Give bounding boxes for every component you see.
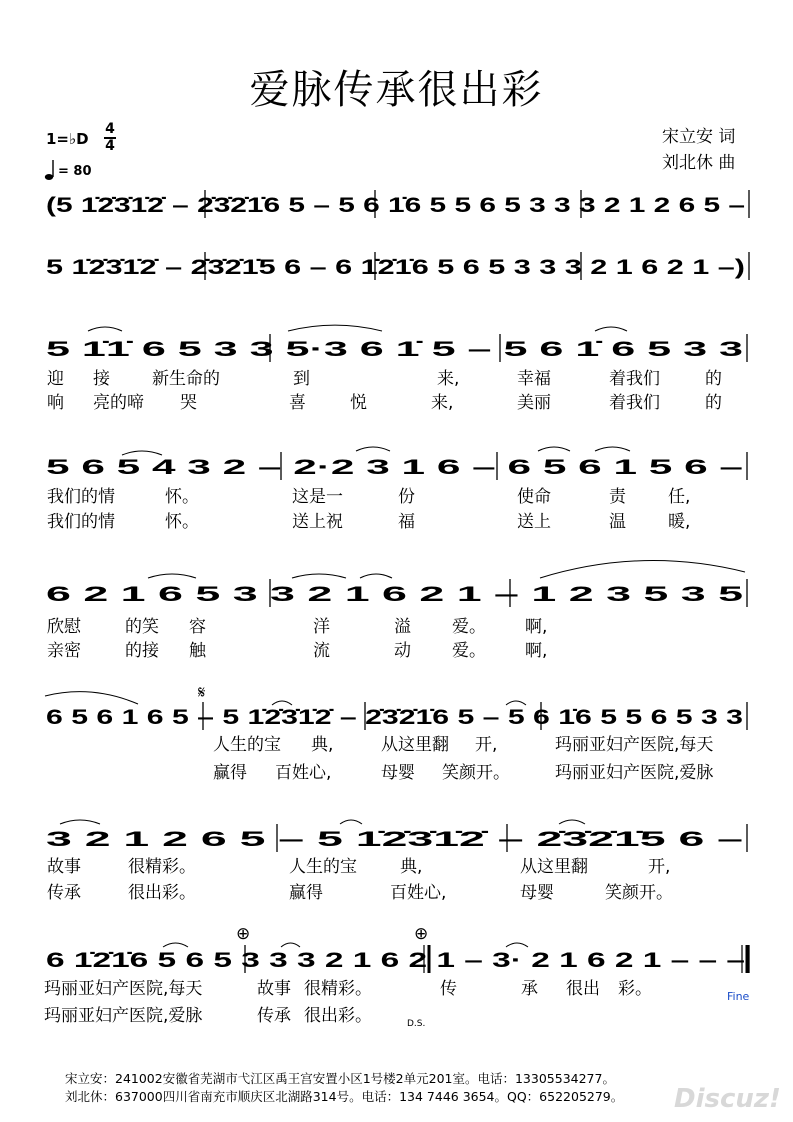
footer-line-composer: 刘北休：637000四川省南充市顺庆区北湖路314号。电话：134 7446 3654。QQ：652205279。 bbox=[65, 1089, 624, 1104]
slur bbox=[540, 561, 745, 578]
page-title: 爱脉传承很出彩 bbox=[249, 67, 544, 113]
lyric-word: 着我们 bbox=[609, 393, 660, 413]
lyric-word: 很精彩。 bbox=[128, 857, 196, 877]
lyric-word: 任, bbox=[668, 487, 691, 507]
lyric-word: 人生的宝 bbox=[213, 735, 281, 755]
lyric-word: 来, bbox=[431, 393, 454, 413]
segno-icon: 𝄋 bbox=[198, 683, 206, 703]
lyric-word: 亲密 bbox=[47, 641, 81, 661]
lyric-word: 使命 bbox=[517, 487, 551, 507]
note-row: 6 2 1 6 5 3 3 2 1 6 2 1 – 1 2 3 5 3 5 bbox=[46, 583, 744, 606]
lyric-word: 我们的情 bbox=[47, 487, 115, 507]
lyric-word: 我们的情 bbox=[47, 512, 115, 532]
lyric-word: 迎 bbox=[47, 369, 64, 389]
lyric-word: 洋 bbox=[313, 617, 330, 637]
lyric-word: 玛丽亚妇产医院,每天 bbox=[44, 979, 203, 999]
slur bbox=[506, 701, 526, 705]
lyric-word: 百姓心, bbox=[275, 763, 332, 783]
note-row: (5 1̇2̇3̇1̇2̇ – 2̇3̇2̇1̇6 5 – 5 6 1̇6 5 5 6 5 3 3 3 2 1 2 6 5 – bbox=[46, 194, 746, 217]
watermark: Discuz! bbox=[674, 1084, 781, 1114]
lyric-word: 玛丽亚妇产医院,爱脉 bbox=[555, 763, 714, 783]
note-row: 6 5 6 1 6 5 – 5 1̇2̇3̇1̇2̇ – 2̇3̇2̇1̇6 5 – 5 6 1̇6 5 5 6 5 3 3 bbox=[46, 706, 743, 729]
lyric-word: 母婴 bbox=[520, 883, 554, 903]
lyric-word: 笑颜开。 bbox=[605, 883, 673, 903]
slur bbox=[292, 574, 346, 578]
time-signature-bottom: 4 bbox=[105, 138, 115, 154]
lyric-word: 容 bbox=[189, 617, 206, 637]
lyric-word: 玛丽亚妇产医院,每天 bbox=[555, 735, 714, 755]
slur bbox=[538, 447, 570, 451]
lyric-word: 从这里翻 bbox=[520, 857, 588, 877]
slur bbox=[281, 943, 300, 947]
coda-icon: ⊕ bbox=[414, 924, 429, 944]
lyric-word: 到 bbox=[293, 369, 310, 389]
lyric-word: 悦 bbox=[350, 393, 367, 413]
lyric-word: 爱。 bbox=[452, 641, 486, 661]
lyric-word: 传承 bbox=[257, 1006, 291, 1026]
lyric-word: 溢 bbox=[394, 617, 411, 637]
lyric-word: 份 bbox=[398, 487, 415, 507]
coda-icon: ⊕ bbox=[236, 924, 251, 944]
slur bbox=[356, 447, 390, 451]
lyric-word: 接 bbox=[93, 369, 110, 389]
key-signature: 1=♭D bbox=[46, 130, 89, 148]
footer-line-lyricist: 宋立安：241002安徽省芜湖市弋江区禹王宫安置小区1号楼2单元201室。电话：13305534277。 bbox=[65, 1071, 615, 1086]
lyricist-credit: 宋立安 词 bbox=[662, 127, 736, 147]
slur bbox=[360, 574, 392, 578]
lyric-word: 着我们 bbox=[609, 369, 660, 389]
lyric-word: 很精彩。 bbox=[304, 979, 372, 999]
lyric-word: 传承 bbox=[47, 883, 81, 903]
lyric-word: 爱。 bbox=[452, 617, 486, 637]
lyric-word: 百姓心, bbox=[390, 883, 447, 903]
note-row: 6 1̇2̇1̇6 5 6 5 3 3 3 2 1 6 2 1 – 3· 2 1 6 2 1 – – – bbox=[46, 949, 746, 972]
lyric-word: 传 bbox=[440, 979, 457, 999]
lyric-word: 亮的啼 bbox=[93, 393, 144, 413]
lyric-word: 新生命的 bbox=[152, 369, 220, 389]
lyric-word: 责 bbox=[609, 487, 626, 507]
lyric-word: 典, bbox=[311, 735, 334, 755]
lyric-word: 暖, bbox=[668, 512, 691, 532]
lyric-word: 触 bbox=[189, 641, 206, 661]
slur bbox=[60, 820, 100, 824]
slur bbox=[88, 327, 122, 331]
lyric-word: 温 bbox=[609, 512, 626, 532]
lyric-word: 欣慰 bbox=[47, 617, 81, 637]
lyric-word: 流 bbox=[313, 641, 330, 661]
tempo: = 80 bbox=[58, 164, 92, 179]
lyric-word: 啊, bbox=[525, 617, 548, 637]
lyric-word: 来, bbox=[437, 369, 460, 389]
lyric-word: 笑颜开。 bbox=[442, 763, 510, 783]
contact-footer bbox=[65, 1070, 623, 1106]
slur bbox=[288, 325, 382, 331]
lyric-word: 送上祝 bbox=[292, 512, 343, 532]
fine-marker: Fine bbox=[727, 990, 750, 1003]
lyric-word: 很出 bbox=[566, 979, 600, 999]
lyric-word: 的 bbox=[705, 393, 722, 413]
slur bbox=[148, 574, 196, 578]
slur bbox=[595, 447, 630, 451]
lyric-word: 哭 bbox=[180, 393, 197, 413]
lyric-word: 怀。 bbox=[165, 512, 199, 532]
lyric-word: 彩。 bbox=[618, 979, 652, 999]
lyric-word: 福 bbox=[398, 512, 415, 532]
lyric-word: 赢得 bbox=[213, 763, 247, 783]
lyric-word: 从这里翻 bbox=[381, 735, 449, 755]
slur bbox=[45, 692, 138, 704]
slur bbox=[559, 820, 585, 824]
lyric-word: 美丽 bbox=[517, 393, 551, 413]
note-row: 3 2 1 2 6 5 – 5 1̇2̇3̇1̇2̇ – 2̇3̇2̇1̇5 6 – bbox=[46, 828, 744, 851]
lyric-word: 开, bbox=[475, 735, 498, 755]
slur bbox=[340, 820, 362, 824]
lyric-word: 典, bbox=[400, 857, 423, 877]
note-row: 5 1̇2̇3̇1̇2̇ – 2̇3̇2̇1̇5 6 – 6 1̇2̇1̇6 5 6 5 3 3 3 2 1 6 2 1 –) bbox=[46, 256, 745, 279]
lyric-word: 玛丽亚妇产医院,爱脉 bbox=[44, 1006, 203, 1026]
lyric-word: 的 bbox=[705, 369, 722, 389]
time-signature-top: 4 bbox=[105, 121, 115, 137]
lyric-word: 这是一 bbox=[292, 487, 343, 507]
lyric-word: 啊, bbox=[525, 641, 548, 661]
lyric-word: 故事 bbox=[47, 857, 81, 877]
note-row: 5 6 5 4 3 2 – 2·2 3 1 6 – 6 5 6 1 5 6 – bbox=[46, 456, 744, 479]
lyric-word: 很出彩。 bbox=[128, 883, 196, 903]
slur bbox=[122, 451, 162, 455]
ds-marker: D.S. bbox=[407, 1019, 426, 1029]
slur bbox=[506, 943, 528, 947]
lyric-word: 开, bbox=[648, 857, 671, 877]
lyric-word: 人生的宝 bbox=[289, 857, 357, 877]
lyric-word: 怀。 bbox=[165, 487, 199, 507]
lyric-word: 动 bbox=[394, 641, 411, 661]
lyric-word: 的接 bbox=[125, 641, 159, 661]
note-row: 5 1̇1̇ 6 5 3 3 5·3 6 1̇ 5 – 5 6 1̇ 6 5 3 3 bbox=[46, 338, 743, 361]
lyric-word: 喜 bbox=[289, 393, 306, 413]
lyric-word: 很出彩。 bbox=[304, 1006, 372, 1026]
slur bbox=[595, 327, 627, 331]
slur bbox=[272, 701, 292, 705]
slur bbox=[163, 943, 188, 947]
lyric-word: 送上 bbox=[517, 512, 551, 532]
lyric-word: 赢得 bbox=[289, 883, 323, 903]
lyric-word: 故事 bbox=[257, 979, 291, 999]
lyric-word: 幸福 bbox=[517, 369, 551, 389]
lyric-word: 承 bbox=[521, 979, 538, 999]
lyric-word: 响 bbox=[47, 393, 64, 413]
composer-credit: 刘北休 曲 bbox=[662, 153, 736, 173]
lyric-word: 母婴 bbox=[381, 763, 415, 783]
lyric-word: 的笑 bbox=[125, 617, 159, 637]
